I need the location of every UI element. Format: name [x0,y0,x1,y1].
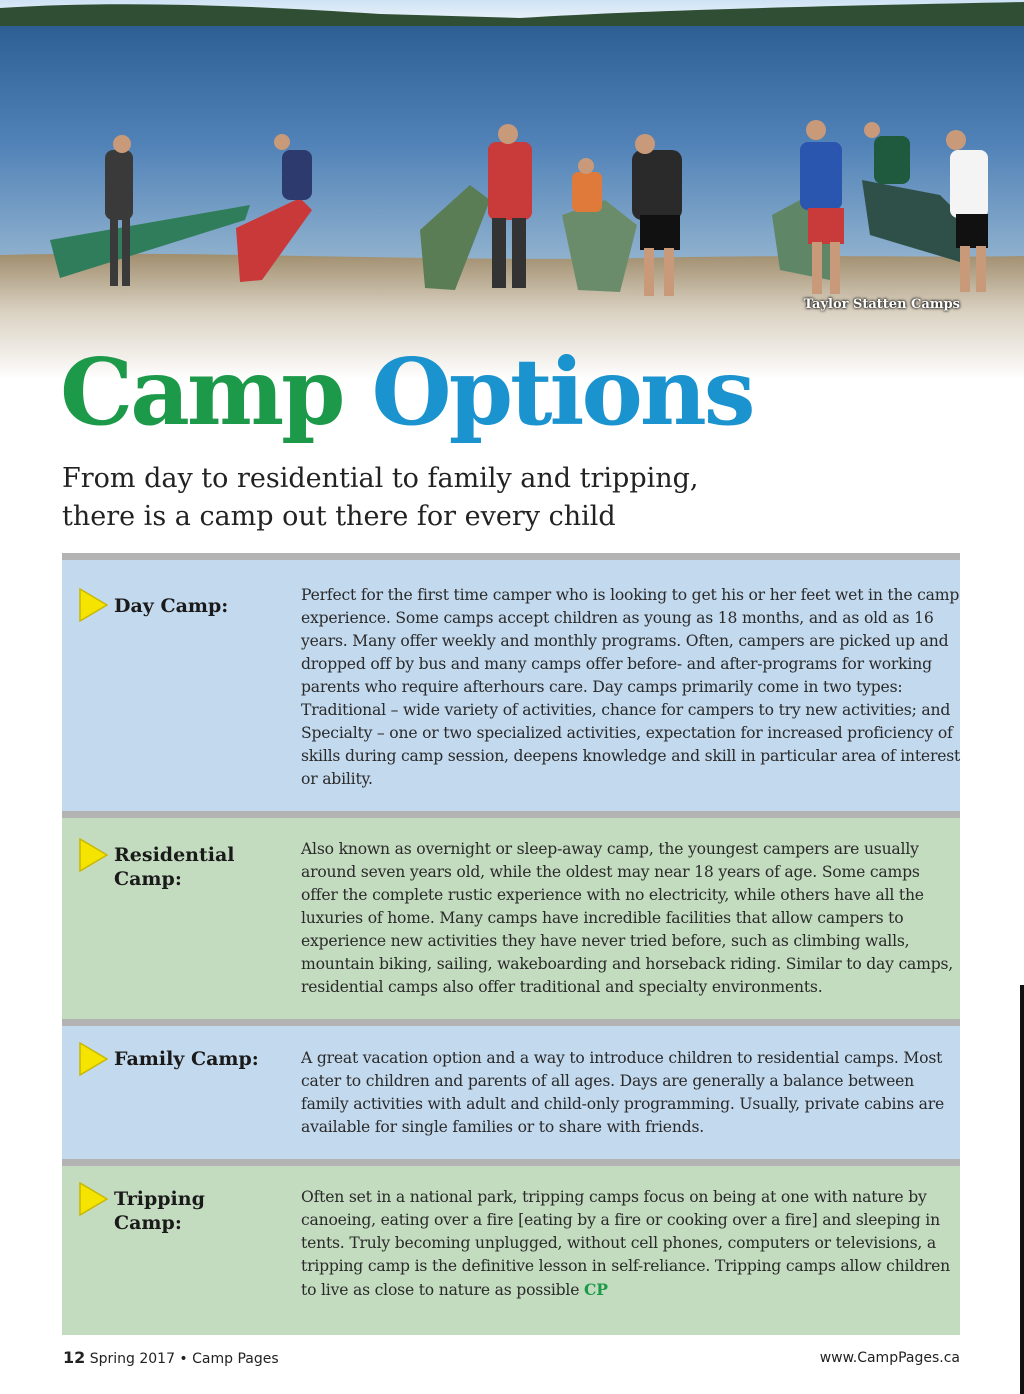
play-arrow-icon [78,1042,108,1076]
option-description-text: Often set in a national park, tripping camps focus on being at one with nature by canoeing, eating over a fire [eating by a fire or cooking over a fire] and sleeping in tents. Truly becoming unplugged, without cell phones, computers or televisions, a tripping camp is the definitive lesson in self-reliance. Tripping camps allow children to live as close to nature as possible [301,1188,951,1299]
option-label: Tripping Camp: [114,1188,205,1234]
option-description [301,1186,961,1302]
lake-canoe-scene [0,0,1024,380]
option-residential-camp [62,811,960,1019]
option-day-camp [62,553,960,811]
footer-website[interactable]: www.CampPages.ca [819,1350,960,1366]
hero-photo [0,0,1024,380]
option-label: Day Camp: [114,595,229,617]
play-arrow-icon [78,838,108,872]
option-description: Perfect for the first time camper who is looking to get his or her feet wet in the camp experience. Some camps accept children as young as 18 months, and as old as 16 years. Many offer weekly and monthly programs. Often, campers are picked up and dropped off by bus and many camps offer before- and after-programs for working parents who require afterhours care. Day camps primarily come in two types: Traditional – wide variety of activities, chance for campers to try new activities; and Specialty – one or two specialized activities, expectation for increased proficiency of skills during camp session, deepens knowledge and skill in particular area of interest or ability. [301,586,961,788]
page-title [60,338,753,446]
option-family-camp [62,1019,960,1159]
page-edge-bar [1020,985,1024,1394]
subtitle-line-1: From day to residential to family and tripping, [62,463,699,494]
title-word-camp: Camp [60,338,343,446]
play-arrow-icon [78,588,108,622]
option-description: A great vacation option and a way to introduce children to residential camps. Most cater to children and parents of all ages. Days are generally a balance between family activities with adult and child-only programming. Usually, private cabins are available for single families or to share with friends. [301,1049,945,1136]
option-label: Family Camp: [114,1048,259,1070]
camp-options-list [62,553,960,1335]
option-description: Also known as overnight or sleep-away camp, the youngest campers are usually around seven years old, while the oldest may near 18 years of age. Some camps offer the complete rustic experience with no electricity, while others have all the luxuries of home. Many camps have incredible facilities that allow campers to experience new activities they have never tried before, such as climbing walls, mountain biking, sailing, wakeboarding and horseback riding. Similar to day camps, residential camps also offer traditional and specialty environments. [301,840,954,996]
page-subtitle [62,460,762,536]
option-label: Residential Camp: [114,844,235,890]
subtitle-line-2: there is a camp out there for every child [62,501,616,532]
issue-label: Spring 2017 • Camp Pages [89,1351,279,1367]
title-word-options: Options [371,338,753,446]
photo-credit: Taylor Statten Camps [803,297,960,312]
page-number: 12 [63,1348,86,1367]
footer-issue [63,1348,279,1367]
option-tripping-camp [62,1159,960,1335]
play-arrow-icon [78,1182,108,1216]
cp-end-mark: CP [584,1280,608,1299]
